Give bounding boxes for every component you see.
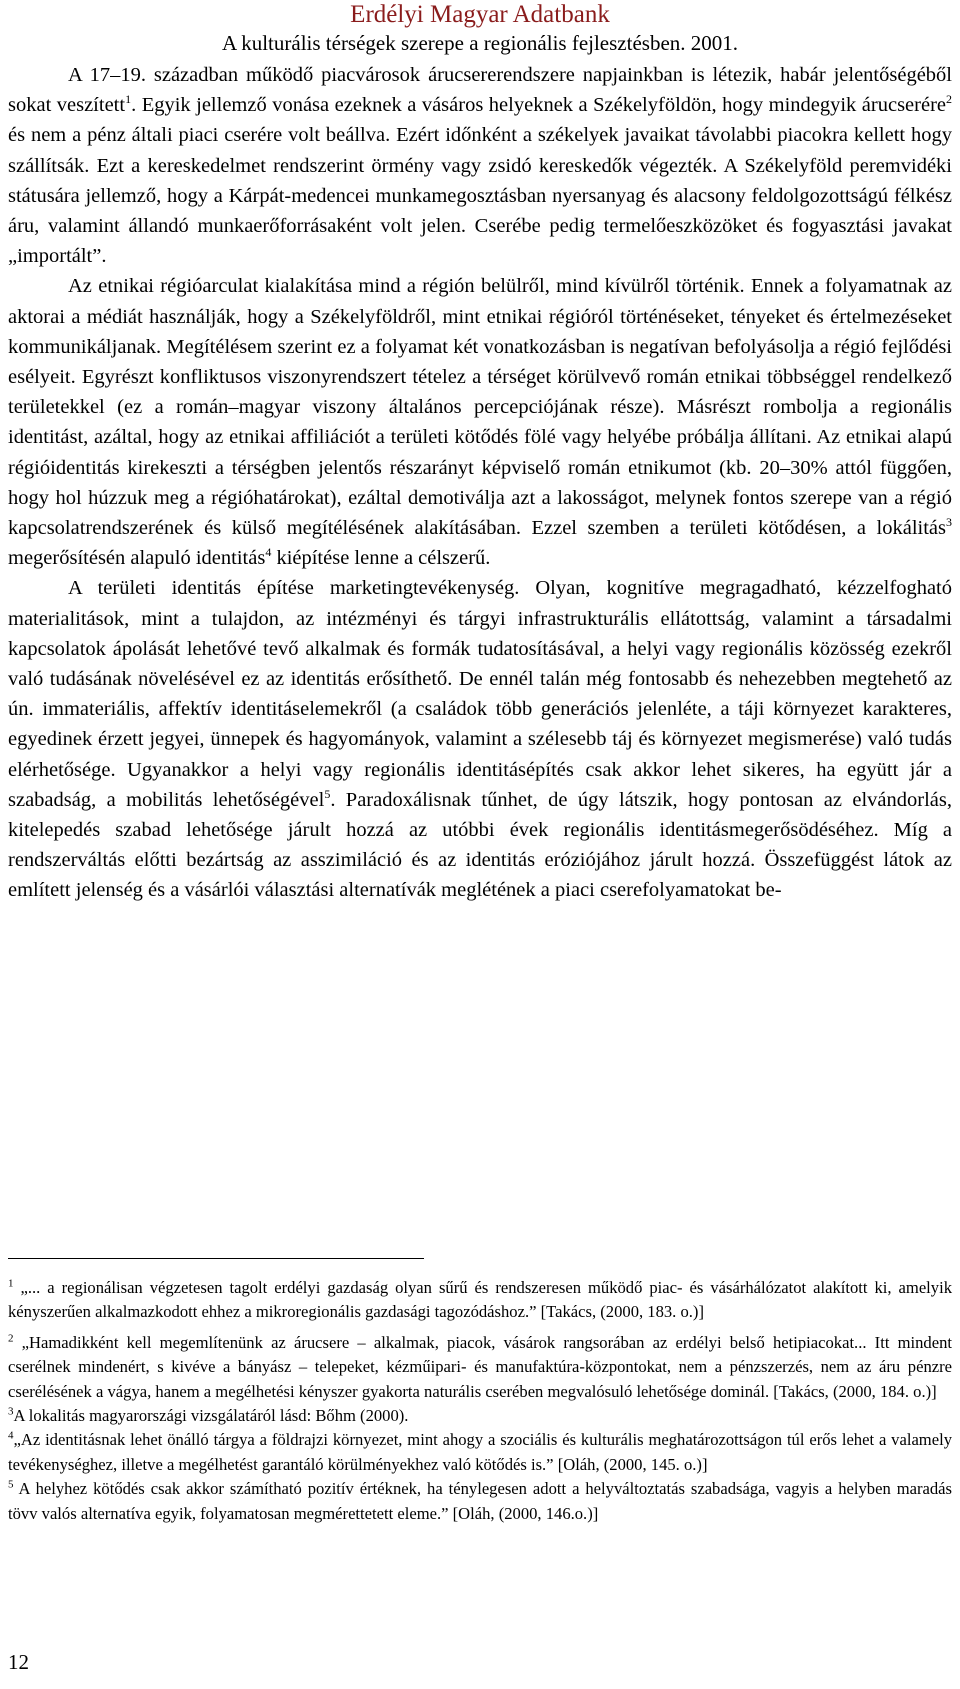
- footnote-separator: [8, 1258, 424, 1259]
- footnote-ref-2: 2: [946, 92, 952, 107]
- site-title[interactable]: Erdélyi Magyar Adatbank: [350, 1, 610, 28]
- footnote-ref-4: 4: [265, 545, 272, 560]
- footnote-2: $^2$ „Hamadikként kell megemlítenünk az árucsere – alkalmak, piacok, vásárok rangsorában az erdélyi belső hetipiacokat... Itt mindent cserélnek mindenért, s kivéve a bányász – telepeket, kézműipari- és manufaktúra-központokat, nem a pénzszerzés, nem az áru pénzre cserélésének a vágya, hanem a megélhetési kényszer gyakorta naturális cserében megvalósuló lehetősége dominál. [Takács, (2000, 184. o.)]: [8, 1332, 952, 1401]
- paragraph-1: A 17–19. században működő piacvárosok árucsererendszere napjainkban is létezik, habár jelentőségéből sokat veszített$^1$. Egyik jellemző vonása ezeknek a vásáros helyeknek a Székelyföldön, hogy mindegyik árucserére$^2$ és nem a pénz általi piaci cserére volt beállva. Ezért időnként a székelyek javaikat távolabbi piacokra kellett hogy szállítsák. Ezt a kereskedelmet rendszerint örmény vagy zsidó kereskedők végezték. A Székelyföld peremvidéki státusára jellemző, hogy a Kárpát-medencei munkamegosztásban nyersanyag és alacsony feldolgozottságú félkész áru, valamint állandó munkaerőforrásaként volt jelen. Cserébe pedig termelőeszközöket és fogyasztási javakat „importált”.: [8, 64, 952, 268]
- footnote-ref-3: 3: [946, 515, 952, 530]
- page-header: [8, 0, 952, 58]
- paragraph-2: Az etnikai régióarculat kialakítása mind a régión belülről, mind kívülről történik. Ennek a folyamatnak az aktorai a médiát használják, hogy a Székelyföldről, mint etnikai régióról történéseket, tényeket és értelmezéseket kommunikáljanak. Megítélésem szerint ez a folyamat két vonatkozásban is negatívan befolyásolja a régió fejlődési esélyeit. Egyrészt konfliktusos viszonyrendszert tételez a térséget körülvevő román etnikai többséggel rendelkező területekkel (ez a román–magyar viszony általános percepciójának része). Másrészt rombolja a regionális identitást, azáltal, hogy az etnikai affiliációt a területi kötődés fölé vagy helyébe próbálja állítani. Az etnikai alapú régióidentitás kirekeszti a térségben jelentős részarányt képviselő román etnikumot (kb. 20–30% attól függően, hogy hol húzzuk meg a régióhatárokat), ezáltal demotiválja azt a lakosságot, melynek fontos szerepe van a régió kapcsolatrendszerének és külső megítélésének alakításában. Ezzel szemben a területi kötődésen, a lokálitás$^3$ megerősítésén alapuló identitás$^4$ kiépítése lenne a célszerű.: [8, 275, 952, 570]
- paragraph-3: A területi identitás építése marketingtevékenység. Olyan, kognitíve megragadható, kézzelfogható materialitások, mint a tulajdon, az intézményi és tárgyi infrastrukturális ellátottság, valamint a társadalmi kapcsolatok ápolását lehetővé tevő alkalmak és formák tudatosításával, a helyi vagy regionális közösség ezekről való tudásának növelésével ez az identitás erősíthető. De ennél talán még fontosabb és nehezebben megtehető az ún. immateriális, affektív identitáselemekről (a családok több generációs jelenléte, a táji környezet karakteres, egyedinek érzett jegyei, ünnepek és hagyományok, valamint a szélesebb táj és környezet megismerése) való tudás elérhetősége. Ugyanakkor a helyi vagy regionális identitásépítés csak akkor lehet sikeres, ha együtt jár a szabadság, a mobilitás lehetőségével$^5$. Paradoxálisnak tűnhet, de úgy látszik, hogy pontosan az elvándorlás, kitelepedés szabad lehetősége járult hozzá az utóbbi évek regionális identitásmegerősödéséhez. Míg a rendszerváltás előtti bezártság az asszimiláció és az identitás eróziójához járult hozzá. Összefüggést látok az említett jelenség és a vásárlói választási alternatívák meglétének a piaci cserefolyamatokat be-: [8, 577, 952, 902]
- footnote-1: $^1$ „... a regionálisan végzetesen tagolt erdélyi gazdaság olyan sűrű és rendszeresen működő piac- és vásárhálózatot alakított ki, amelyik kényszerűen alkalmazkodott ehhez a mikroregionális gazdasági tagozódáshoz.” [Takács, (2000, 183. o.)]: [8, 1277, 952, 1322]
- footnote-ref-5: 5: [324, 787, 331, 802]
- footnote-4: $^4$„Az identitásnak lehet önálló tárgya a földrajzi környezet, mint ahogy a szociális és kulturális meghatározottságon túl erős lehet a valamely tevékenységhez, illetve a megélhetést garantáló körülményekhez való kötődés is.” [Oláh, (2000, 145. o.)]: [8, 1429, 952, 1474]
- footnote-3: $^3$A lokalitás magyarországi vizsgálatáról lásd: Bőhm (2000).: [8, 1405, 409, 1426]
- footnotes: [8, 1276, 952, 1526]
- footnote-ref-1: 1: [125, 92, 132, 107]
- document-page: [8, 0, 952, 1689]
- page-number: 12: [8, 1650, 29, 1674]
- main-text: [8, 60, 952, 906]
- document-title: A kulturális térségek szerepe a regionális fejlesztésben. 2001.: [221, 31, 739, 55]
- footnote-5: $^5$ A helyhez kötődés csak akkor számítható pozitív értéknek, ha ténylegesen adott a helyváltoztatás szabadsága, vagyis a helyben maradás tövv valós alternatíva egyik, folyamatosan megmérettetett eleme.” [Oláh, (2000, 146.o.)]: [8, 1478, 952, 1523]
